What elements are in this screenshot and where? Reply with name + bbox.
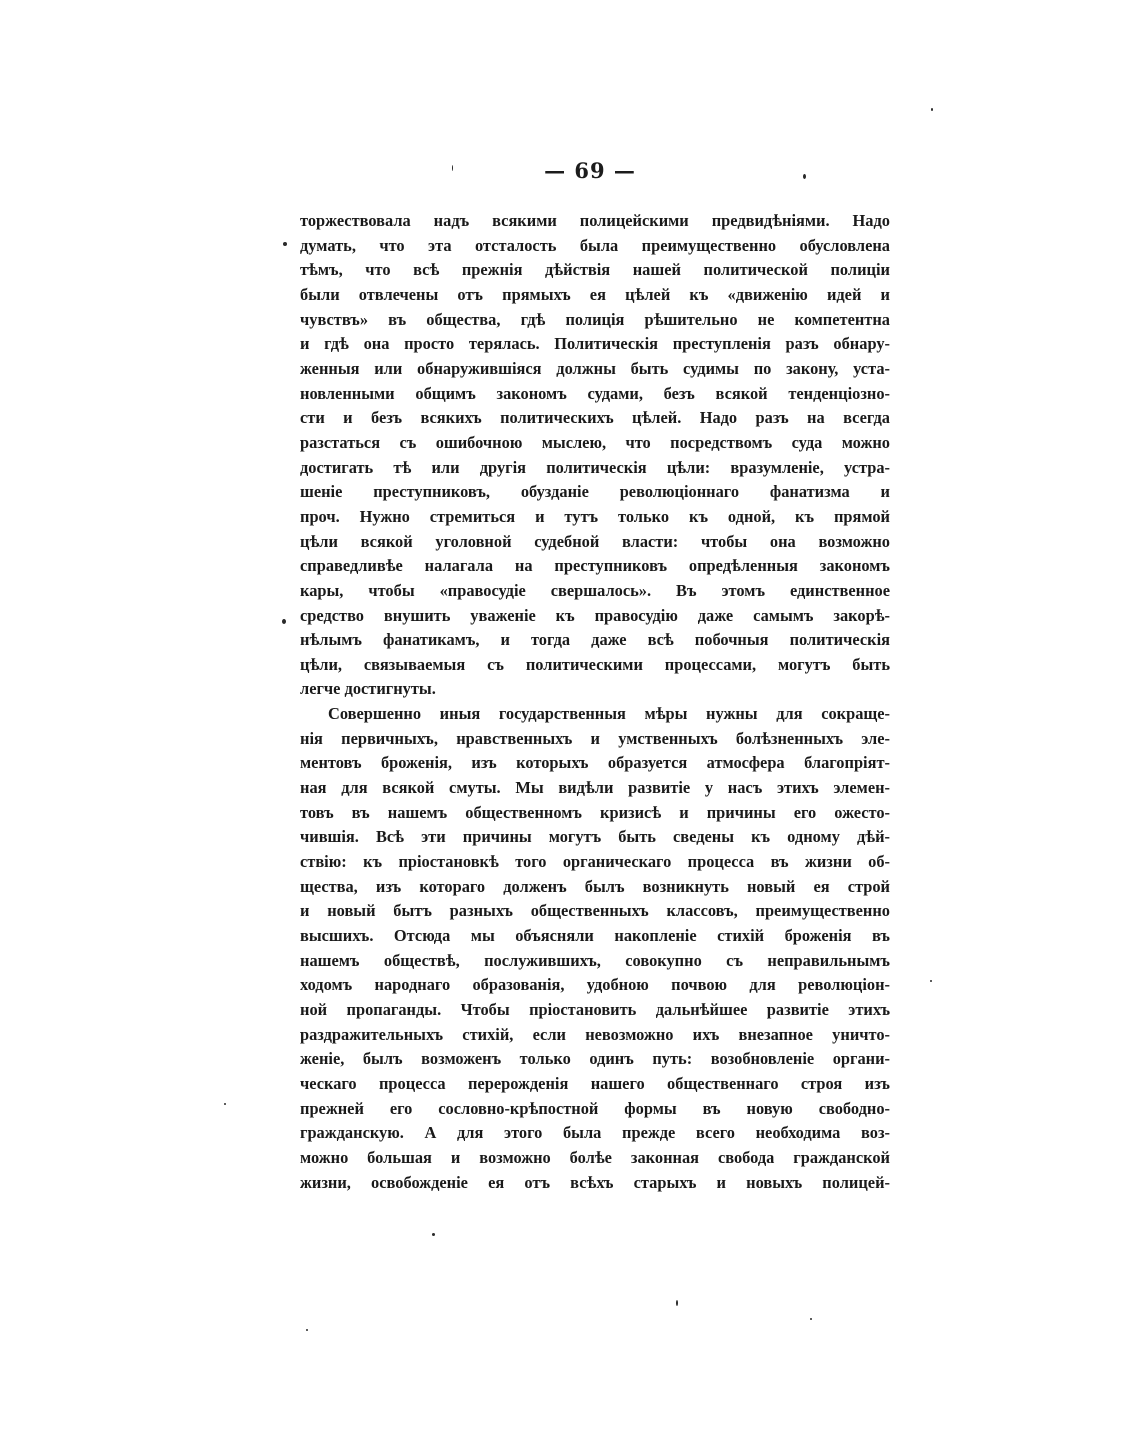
paragraph-1 [300,209,890,702]
scan-speck [306,1329,308,1331]
text-line: цѣли всякой уголовной судебной власти: чтобы она возможно [300,531,890,551]
text-line: справедливѣе налагала на преступниковъ опредѣленныя закономъ [300,556,890,576]
scan-speck [803,174,806,179]
text-line: тѣмъ, что всѣ прежнія дѣйствія нашей политической полиціи [300,260,890,280]
text-line: думать, что эта отсталость была преимущественно обусловлена [300,235,890,255]
text-line: гражданскую. А для этого была прежде всего необходима воз- [300,1123,890,1143]
scan-speck [283,242,287,246]
text-line: щества, изъ котораго долженъ былъ возникнуть новый ея строй [300,876,890,896]
text-line: сти и безъ всякихъ политическихъ цѣлей. Надо разъ на всегда [300,408,890,428]
paragraph-2 [300,702,890,1195]
text-line: женіе, былъ возможенъ только одинъ путь: возобновленіе органи- [300,1049,890,1069]
text-line: прежней его сословно-крѣпостной формы въ новую свободно- [300,1098,890,1118]
page-number: — 69 — [544,158,636,183]
text-line: нія первичныхъ, нравственныхъ и умственныхъ болѣзненныхъ эле- [300,728,890,748]
scan-speck [282,619,286,624]
text-line: достигать тѣ или другія политическія цѣли: вразумленіе, устра- [300,457,890,477]
text-line: высшихъ. Отсюда мы объясняли накопленіе стихій броженія въ [300,926,890,946]
text-line: и гдѣ она просто терялась. Политическія преступленія разъ обнару- [300,334,890,354]
text-line: торжествовала надъ всякими полицейскими предвидѣніями. Надо [300,211,890,230]
text-line: цѣли, связываемыя съ политическими процессами, могутъ быть [300,654,890,674]
text-line: раздражительныхъ стихій, если невозможно ихъ внезапное уничто- [300,1024,890,1044]
text-line: можно большая и возможно болѣе законная свобода гражданской [300,1147,890,1167]
scan-speck [931,108,933,111]
text-line: Совершенно иныя государственныя мѣры нужны для сокраще- [328,704,890,724]
scan-speck [930,980,932,982]
text-line: средство внушить уваженіе къ правосудію даже самымъ закорѣ- [300,605,890,625]
text-line: нѣлымъ фанатикамъ, и тогда даже всѣ побочныя политическія [300,630,890,650]
text-line: ствію: къ пріостановкѣ того органическаго процесса въ жизни об- [300,852,890,872]
text-line: чившія. Всѣ эти причины могутъ быть сведены къ одному дѣй- [300,827,890,847]
text-line: ходомъ народнаго образованія, удобною почвою для революціон- [300,975,890,995]
body-text [300,209,890,1195]
text-line: жизни, освобожденіе ея отъ всѣхъ старыхъ и новыхъ полицей- [300,1172,890,1192]
scan-speck [452,165,453,171]
text-line: ной пропаганды. Чтобы пріостановить дальнѣйшее развитіе этихъ [300,1000,890,1019]
text-line: кары, чтобы «правосудіе свершалось». Въ этомъ единственное [300,580,890,600]
text-line: проч. Нужно стремиться и тутъ только къ одной, къ прямой [300,506,890,526]
scan-speck [810,1318,812,1320]
text-line: нашемъ обществѣ, послужившихъ, совокупно съ неправильнымъ [300,950,890,970]
scan-speck [224,1103,226,1105]
text-line: легче достигнуты. [300,679,436,699]
text-line: были отвлечены отъ прямыхъ ея цѣлей къ «движенію идей и [300,284,890,304]
scan-speck [676,1300,678,1306]
text-line: чувствъ» въ общества, гдѣ полиція рѣшительно не компетентна [300,309,890,329]
text-line: и новый бытъ разныхъ общественныхъ классовъ, преимущественно [300,901,890,921]
text-line: шеніе преступниковъ, обузданіе революціоннаго фанатизма и [300,482,890,502]
text-line: женныя или обнаружившіяся должны быть судимы по закону, уста- [300,358,890,378]
scan-speck [432,1233,435,1236]
text-line: ная для всякой смуты. Мы видѣли развитіе у насъ этихъ элемен- [300,778,890,798]
text-line: разстаться съ ошибочною мыслею, что посредствомъ суда можно [300,432,890,452]
text-line: ческаго процесса перерожденія нашего общественнаго строя изъ [300,1073,890,1093]
text-line: новленными общимъ закономъ судами, безъ всякой тенденціозно- [300,383,890,403]
text-line: ментовъ броженія, изъ которыхъ образуется атмосфера благопріят- [300,753,890,773]
text-line: товъ въ нашемъ общественномъ кризисѣ и причины его ожесто- [300,802,890,822]
